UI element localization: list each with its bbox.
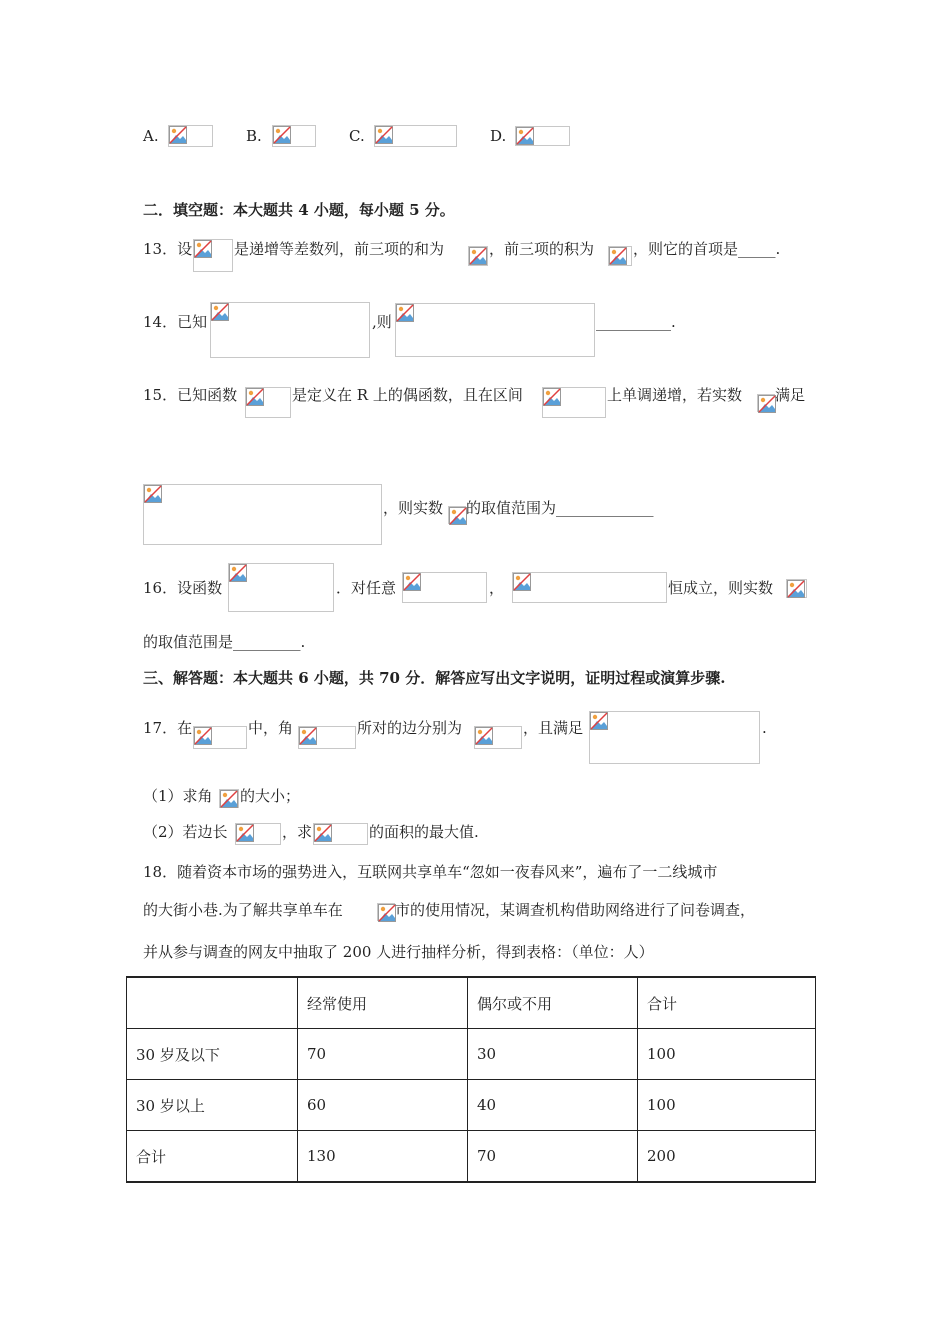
q15-text-1: 是定义在 R 上的偶函数，且在区间 [292, 386, 523, 404]
broken-image-icon [299, 727, 317, 745]
q17-text-1: 中，角 [248, 719, 294, 737]
table-cell: 30 岁以上 [127, 1080, 298, 1131]
broken-image-icon [758, 395, 776, 413]
broken-image-icon [220, 790, 238, 808]
q16-domain-formula [402, 572, 487, 603]
broken-image-icon [211, 303, 229, 321]
section-heading-fill-in: 二．填空题：本大题共 4 小题，每小题 5 分。 [143, 201, 455, 219]
q17-text-3: ，且满足 [523, 719, 584, 737]
q15-variable-a [757, 394, 775, 412]
broken-image-icon [543, 388, 561, 406]
table-cell: 70 [298, 1029, 468, 1080]
broken-image-icon [236, 824, 254, 842]
table-header-row [127, 977, 816, 1029]
table-header-cell [127, 977, 298, 1029]
q17-part2-side-formula [235, 823, 281, 845]
broken-image-icon [375, 126, 393, 144]
q15-answer-blank: 的取值范围为_____________ [466, 499, 654, 517]
q16-function-formula [228, 563, 334, 612]
option-b-formula-image [272, 125, 316, 147]
q17-condition-formula [589, 711, 760, 764]
q17-triangle-formula [193, 726, 247, 749]
q17-part2-triangle-formula [313, 823, 368, 845]
q17-part2-text-2: ，求 [282, 823, 313, 841]
q16-variable [786, 579, 807, 598]
option-c-label: C. [349, 127, 365, 145]
q14-text-1: ,则 [372, 313, 392, 331]
table-cell: 100 [638, 1080, 816, 1131]
table-row [127, 1029, 816, 1080]
broken-image-icon [314, 824, 332, 842]
table-cell: 合计 [127, 1131, 298, 1183]
broken-image-icon [469, 247, 487, 265]
q15-text-4: ，则实数 [383, 499, 444, 517]
q15-function-formula [245, 387, 291, 418]
table-header-cell: 合计 [638, 977, 816, 1029]
q13-sequence-formula [193, 239, 233, 272]
broken-image-icon [229, 564, 247, 582]
option-a-label: A. [143, 127, 159, 145]
broken-image-icon [449, 507, 467, 525]
q14-answer-blank: __________. [596, 313, 676, 331]
broken-image-icon [378, 904, 396, 922]
q15-text-2: 上单调递增，若实数 [607, 386, 743, 404]
broken-image-icon [194, 727, 212, 745]
q15-interval-formula [542, 387, 606, 418]
broken-image-icon [513, 573, 531, 591]
q14-number: 14．已知 [143, 313, 208, 331]
broken-image-icon [516, 127, 534, 145]
q16-text-1: ．对任意 [336, 579, 397, 597]
q17-part1-text-2: 的大小； [240, 787, 301, 805]
q17-angles-formula [298, 726, 356, 749]
broken-image-icon [475, 727, 493, 745]
q18-line-3: 并从参与调查的网友中抽取了 200 人进行抽样分析，得到表格：（单位：人） [143, 943, 654, 961]
q15-variable-a-2 [448, 506, 466, 524]
q16-text-3: 恒成立，则实数 [668, 579, 774, 597]
q18-city-formula [377, 903, 395, 921]
q13-text-2: ，前三项的积为 [489, 240, 595, 258]
broken-image-icon [144, 485, 162, 503]
q17-number: 17．在 [143, 719, 193, 737]
q17-part2-text-1: （2）若边长 [143, 823, 228, 841]
broken-image-icon [246, 388, 264, 406]
q16-text-2: ， [489, 579, 505, 597]
broken-image-icon [194, 240, 212, 258]
table-cell: 100 [638, 1029, 816, 1080]
q18-line-2b: 市的使用情况，某调查机构借助网络进行了问卷调查， [395, 901, 756, 919]
q18-line-1: 18．随着资本市场的强势进入，互联网共享单车“忽如一夜春风来”，遍布了一二线城市 [143, 863, 718, 881]
q15-condition-formula [143, 484, 382, 545]
broken-image-icon [787, 580, 805, 598]
broken-image-icon [590, 712, 608, 730]
table-header-cell: 偶尔或不用 [468, 977, 638, 1029]
q13-number: 13．设 [143, 240, 193, 258]
q17-part2-text-3: 的面积的最大值. [369, 823, 479, 841]
q17-text-2: 所对的边分别为 [357, 719, 463, 737]
table-cell: 40 [468, 1080, 638, 1131]
option-d-label: D. [490, 127, 507, 145]
broken-image-icon [403, 573, 421, 591]
q15-number: 15．已知函数 [143, 386, 238, 404]
q18-line-2a: 的大街小巷.为了解共享单车在 [143, 901, 343, 919]
q14-target-formula [395, 303, 595, 357]
table-cell: 130 [298, 1131, 468, 1183]
table-header-cell: 经常使用 [298, 977, 468, 1029]
table-cell: 60 [298, 1080, 468, 1131]
broken-image-icon [169, 126, 187, 144]
table-row [127, 1131, 816, 1183]
broken-image-icon [273, 126, 291, 144]
q17-part1-angle [219, 789, 239, 808]
q15-text-3: 满足 [775, 386, 806, 404]
option-b-label: B. [246, 127, 262, 145]
option-d-formula-image [515, 126, 570, 146]
q14-given-formula [210, 302, 370, 358]
table-cell: 30 岁及以下 [127, 1029, 298, 1080]
table-cell: 200 [638, 1131, 816, 1183]
q17-text-4: . [762, 719, 767, 737]
q16-number: 16．设函数 [143, 579, 223, 597]
q13-sum-formula [468, 246, 488, 266]
q16-inequality-formula [512, 572, 667, 603]
table-cell: 30 [468, 1029, 638, 1080]
q13-text-3: ，则它的首项是_____. [633, 240, 781, 258]
broken-image-icon [609, 247, 627, 265]
broken-image-icon [396, 304, 414, 322]
q13-text-1: 是递增等差数列，前三项的和为 [234, 240, 445, 258]
section-heading-solutions: 三、解答题：本大题共 6 小题，共 70 分．解答应写出文字说明，证明过程或演算步骤. [143, 669, 726, 687]
q13-product-formula [608, 246, 632, 266]
survey-table [126, 976, 816, 1183]
q17-sides-formula [474, 726, 522, 749]
q16-answer-blank: 的取值范围是_________. [143, 633, 306, 651]
option-a-formula-image [168, 125, 213, 147]
table-row [127, 1080, 816, 1131]
option-c-formula-image [374, 125, 457, 147]
table-cell: 70 [468, 1131, 638, 1183]
q17-part1-text-1: （1）求角 [143, 787, 213, 805]
